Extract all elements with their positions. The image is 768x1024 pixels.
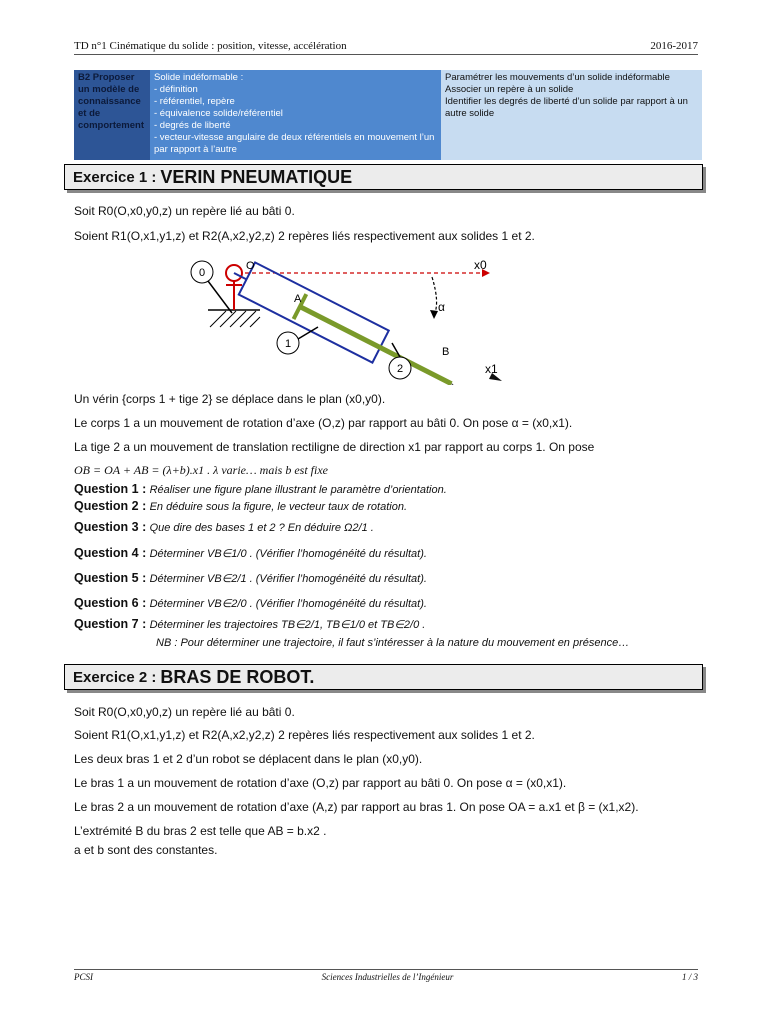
label-b: B xyxy=(442,346,450,358)
header-year: 2016-2017 xyxy=(650,40,698,52)
question-2: Question 2 : En déduire sous la figure, le vecteur taux de rotation. xyxy=(74,499,408,513)
question-3: Question 3 : Que dire des bases 1 et 2 ? En déduire Ω2/1 . xyxy=(74,520,374,534)
competence-code: B2 Proposer un modèle de connaissance et de comportement xyxy=(74,70,150,160)
ex1-para-4: OB = OA + AB = (λ+b).x1 . λ varie… mais b est fixe xyxy=(74,463,328,477)
question-6: Question 6 : Déterminer VB∈2/0 . (Vérifier l’homogénéité du résultat). xyxy=(74,596,427,610)
label-2: 2 xyxy=(396,363,404,375)
ex2-line-4: Le bras 1 a un mouvement de rotation d’axe (O,z) par rapport au bâti 0. On pose α = (x0,x1). xyxy=(74,776,567,790)
ex1-para-2: Le corps 1 a un mouvement de rotation d’axe (O,z) par rapport au bâti 0. On pose α = (x0,x1). xyxy=(74,416,573,430)
knowledge-item: - équivalence solide/référentiel xyxy=(154,108,283,119)
piston-rod xyxy=(300,307,451,384)
label-0: 0 xyxy=(198,267,206,279)
ground-hatch xyxy=(210,311,260,327)
competence-skills xyxy=(441,70,702,160)
skill-item: Identifier les degrés de liberté d’un solide par rapport à un autre solide xyxy=(445,96,688,119)
label-x1: x1 xyxy=(485,362,498,376)
page-footer xyxy=(74,969,698,982)
label-a: A xyxy=(294,293,302,305)
exercise-title: BRAS DE ROBOT. xyxy=(160,666,315,687)
question-1: Question 1 : Réaliser une figure plane illustrant le paramètre d’orientation. xyxy=(74,482,447,496)
label-o: O xyxy=(246,260,255,272)
knowledge-item: - degrés de liberté xyxy=(154,120,231,131)
ex2-line-2: Soient R1(O,x1,y1,z) et R2(A,x2,y2,z) 2 repères liés respectivement aux solides 1 et 2. xyxy=(74,728,535,742)
verin-figure xyxy=(180,255,510,385)
ex2-line-5: Le bras 2 a un mouvement de rotation d’axe (A,z) par rapport au bras 1. On pose OA = a.x1 et β = (x1,x2). xyxy=(74,800,639,814)
skill-item: Associer un repère à un solide xyxy=(445,84,574,95)
label-1: 1 xyxy=(284,338,292,350)
cylinder-body xyxy=(226,256,493,385)
exercise-label: Exercice 2 : xyxy=(73,668,157,686)
competence-table xyxy=(74,70,702,160)
footer-class: PCSI xyxy=(74,972,93,982)
ex2-line-6: L’extrémité B du bras 2 est telle que AB = b.x2 . xyxy=(74,824,327,838)
ex1-para-3: La tige 2 a un mouvement de translation rectiligne de direction x1 par rapport au corps 1. On pose xyxy=(74,440,595,454)
knowledge-item: - vecteur-vitesse angulaire de deux référentiels en mouvement l’un par rapport à l’autre xyxy=(154,132,435,155)
question-4: Question 4 : Déterminer VB∈1/0 . (Vérifier l’homogénéité du résultat). xyxy=(74,546,427,560)
knowledge-item: Solide indéformable : xyxy=(154,72,244,83)
knowledge-item: - référentiel, repère xyxy=(154,96,235,107)
skill-item: Paramétrer les mouvements d’un solide indéformable xyxy=(445,72,670,83)
ex1-para-1: Un vérin {corps 1 + tige 2} se déplace dans le plan (x0,y0). xyxy=(74,392,386,406)
exercise-title: VERIN PNEUMATIQUE xyxy=(160,166,353,187)
footer-page-number: 1 / 3 xyxy=(681,972,698,982)
label-x0: x0 xyxy=(474,258,487,272)
question-5: Question 5 : Déterminer VB∈2/1 . (Vérifier l’homogénéité du résultat). xyxy=(74,571,427,585)
ex2-line-7: a et b sont des constantes. xyxy=(74,843,218,857)
competence-knowledge xyxy=(150,70,441,160)
question-7: Question 7 : Déterminer les trajectoires TB∈2/1, TB∈1/0 et TB∈2/0 . xyxy=(74,617,426,631)
ex2-line-3: Les deux bras 1 et 2 d’un robot se déplacent dans le plan (x0,y0). xyxy=(74,752,423,766)
label-alpha: α xyxy=(438,300,445,314)
ex2-line-1: Soit R0(O,x0,y0,z) un repère lié au bâti 0. xyxy=(74,705,295,719)
exercise-label: Exercice 1 : xyxy=(73,168,157,186)
footer-subject: Sciences Industrielles de l’Ingénieur xyxy=(321,972,454,982)
ex1-line-1: Soit R0(O,x0,y0,z) un repère lié au bâti 0. xyxy=(74,204,295,218)
ex1-note: NB : Pour déterminer une trajectoire, il faut s’intéresser à la nature du mouvement en présence… xyxy=(156,637,630,649)
header-title: TD n°1 Cinématique du solide : position, vitesse, accélération xyxy=(74,40,347,52)
alpha-arc xyxy=(432,277,437,315)
knowledge-item: - définition xyxy=(154,84,198,95)
ex1-line-2: Soient R1(O,x1,y1,z) et R2(A,x2,y2,z) 2 repères liés respectivement aux solides 1 et 2. xyxy=(74,229,535,243)
exercise-1-title xyxy=(64,164,703,190)
page-header xyxy=(74,40,698,55)
exercise-2-title xyxy=(64,664,703,690)
